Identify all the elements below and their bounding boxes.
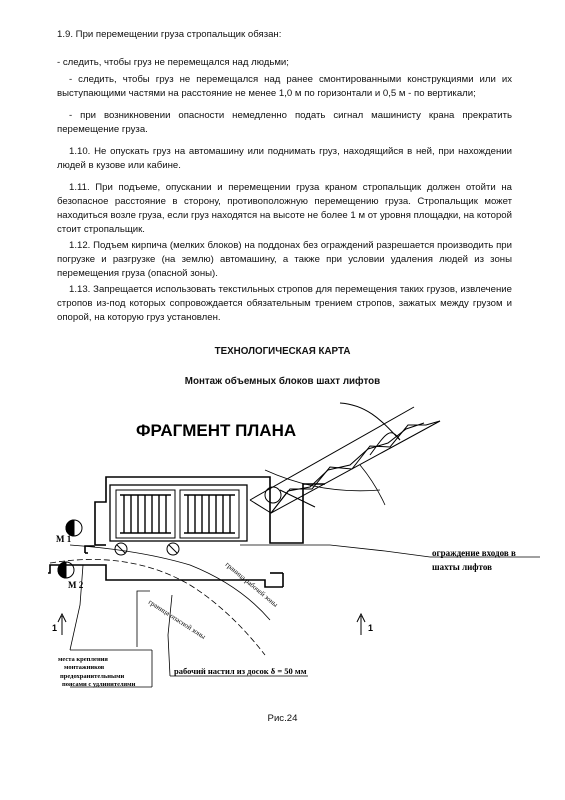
m1-label: М 1 xyxy=(56,534,72,544)
danger-zone-label: граница опасной зоны xyxy=(146,597,208,641)
section-mark-right-label: 1 xyxy=(368,623,374,633)
paragraph-bullet-2: - следить, чтобы груз не перемещался над ранее смонтированными конструкциями или их выступающими частями на расстояние не менее 1,0 м по горизонтали и 0,5 м - по вертикали; xyxy=(57,74,512,99)
work-zone-arc xyxy=(70,545,270,620)
tech-map-heading: ТЕХНОЛОГИЧЕСКАЯ КАРТА xyxy=(214,346,351,357)
crane-boom-icon xyxy=(250,403,440,513)
anchor-label-line1: места крепления xyxy=(58,656,108,663)
anchor-label-line2: монтажников xyxy=(64,664,105,671)
anchor-label-line4: поясами с удлинителями xyxy=(62,681,136,688)
m2-position-icon xyxy=(58,562,74,578)
paragraph-1-13: 1.13. Запрещается использовать текстильных стропов для перемещения таких грузов, извлечение стропов из-под которых сопровождается обязательным трением стропов, зажатых между грузом и опорой, на которую груз установлен. xyxy=(57,284,512,323)
plan-fragment-drawing xyxy=(40,395,550,700)
paragraph-bullet-3: - при возникновении опасности немедленно подать сигнал машинисту крана прекратить перемещение груза. xyxy=(57,110,512,135)
anchor-label-line3: предохранительными xyxy=(60,673,125,680)
paragraph-1-9: 1.9. При перемещении груза стропальщик обязан: xyxy=(57,29,282,40)
building-outline xyxy=(95,477,325,545)
m2-label: М 2 xyxy=(68,580,84,590)
work-zone-label: граница рабочей зоны xyxy=(223,560,280,609)
paragraph-1-11: 1.11. При подъеме, опускании и перемещении груза краном стропальщик должен отойти на безопасное расстояние в сторону, противоположную перемещению груза. Стропальщик может находиться возле груза, если груз находятся на высоте не более 1 м от уровня площадки, на которой стоит стропальщик. xyxy=(57,182,512,235)
paragraph-bullet-1: - следить, чтобы груз не перемещался над людьми; xyxy=(57,57,289,68)
fence-leader-line xyxy=(240,545,430,557)
paragraph-1-10: 1.10. Не опускать груз на автомашину или поднимать груз, находящийся в ней, при нахождении людей в кузове или кабине. xyxy=(57,146,512,171)
section-mark-right xyxy=(357,614,365,635)
fence-label-line2: шахты лифтов xyxy=(432,562,492,572)
fence-label-line1: ограждение входов в xyxy=(432,548,516,558)
section-mark-left-label: 1 xyxy=(52,623,58,633)
plan-title: ФРАГМЕНТ ПЛАНА xyxy=(136,421,297,440)
tech-map-subtitle: Монтаж объемных блоков шахт лифтов xyxy=(184,376,381,387)
elevator-shaft-blocks xyxy=(115,490,239,555)
paragraph-1-12: 1.12. Подъем кирпича (мелких блоков) на поддонах без ограждений разрешается производить при погрузке и разгрузке (на землю) автомашину, а также при условии удаления людей из зоны перемещения груза (опасной зоны). xyxy=(57,240,512,279)
section-mark-left xyxy=(58,614,66,635)
deck-label: рабочий настил из досок δ = 50 мм xyxy=(174,666,307,676)
figure-caption: Рис.24 xyxy=(267,713,298,724)
